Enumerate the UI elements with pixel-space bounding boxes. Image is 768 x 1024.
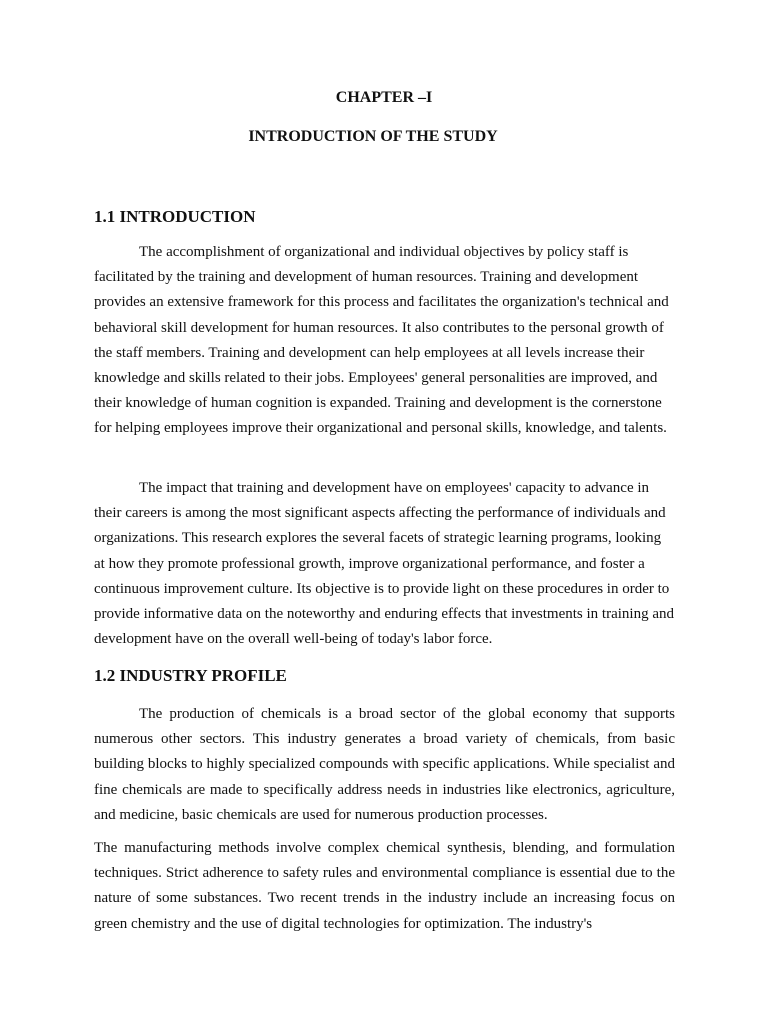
industry-paragraph-1: The production of chemicals is a broad sector of the global economy that supports numerous other sectors. This industry generates a broad variety of chemicals, from basic building blocks to highly specialized compounds with specific applications. While specialist and fine chemicals are made to specifically address needs in industries like electronics, agriculture, and medicine, basic chemicals are used for numerous production processes.	[94, 706, 675, 823]
section-heading-introduction: 1.1 INTRODUCTION	[94, 207, 256, 226]
intro-paragraph-2: The impact that training and development have on employees' capacity to advance in their careers is among the most significant aspects affecting the performance of individuals and organizations. This research explores the several facets of strategic learning programs, looking at how they promote professional growth, improve organizational performance, and foster a continuous improvement culture. Its objective is to provide light on these procedures in order to provide informative data on the noteworthy and enduring effects that investments in training and development have on the overall well-being of today's labor force.	[94, 480, 674, 648]
chapter-title: INTRODUCTION OF THE STUDY	[248, 128, 498, 145]
intro-paragraph-1: The accomplishment of organizational and individual objectives by policy staff is facilitated by the training and development of human resources. Training and development provides an extensive framework for this process and facilitates the organization's technical and behavioral skill development for human resources. It also contributes to the personal growth of the staff members. Training and development can help employees at all levels increase their knowledge and skills related to their jobs. Employees' general personalities are improved, and their knowledge of human cognition is expanded. Training and development is the cornerstone for helping employees improve their organizational and personal skills, knowledge, and talents.	[94, 244, 669, 437]
chapter-label: CHAPTER –I	[335, 89, 433, 106]
section-heading-industry-profile: 1.2 INDUSTRY PROFILE	[94, 666, 287, 685]
industry-paragraph-2: The manufacturing methods involve complex chemical synthesis, blending, and formulation techniques. Strict adherence to safety rules and environmental compliance is essential due to the nature of some substances. Two recent trends in the industry include an increasing focus on green chemistry and the use of digital technologies for optimization. The industry's	[94, 840, 675, 932]
